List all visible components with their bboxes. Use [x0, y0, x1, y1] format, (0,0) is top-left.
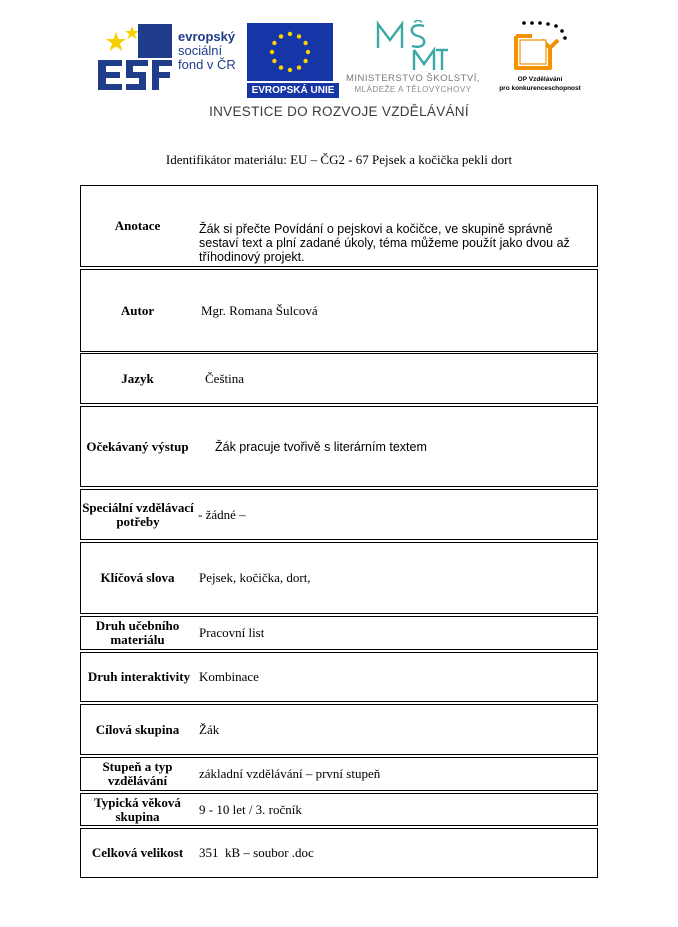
row-label: Klíčová slova — [100, 570, 175, 585]
row-label: Autor — [120, 302, 155, 318]
row-label: Druh interaktivity — [87, 669, 191, 684]
eu-label: EVROPSKÁ UNIE — [247, 83, 339, 98]
material-identifier: Identifikátor materiálu: EU – ČG2 - 67 Pejsek a kočička pekli dort — [165, 152, 513, 167]
row-value: Pracovní list — [199, 625, 265, 640]
row-value: Žák — [199, 721, 220, 737]
esf-logo — [96, 24, 241, 100]
row-label: Speciální vzdělávací potřeby — [82, 499, 194, 529]
row-value: - žádné – — [198, 506, 246, 522]
esf-text — [178, 30, 236, 72]
msmt-logo — [338, 20, 488, 98]
row-druh-materialu — [80, 616, 598, 650]
op-mark-icon — [510, 20, 568, 74]
row-cilova-skupina — [80, 704, 598, 755]
row-value: 9 - 10 let / 3. ročník — [199, 801, 302, 817]
row-stupen-typ — [80, 757, 598, 791]
eu-logo — [247, 23, 333, 98]
row-label: Očekávaný výstup — [86, 438, 189, 454]
row-klicova-slova — [80, 542, 598, 614]
esf-line-3: fond v ČR — [178, 57, 236, 72]
row-value: 351 kB – soubor .doc — [199, 845, 314, 860]
row-value: Pejsek, kočička, dort, — [199, 570, 311, 585]
row-value: Žák si přečte Povídání o pejskovi a kočičce, ve skupině správně sestaví text a plní zadané úkoly, téma můžeme použít jako dvou až tříhodinový projekt. — [199, 222, 570, 264]
row-value: Mgr. Romana Šulcová — [201, 302, 318, 318]
row-value: Kombinace — [199, 669, 259, 684]
row-anotace — [80, 185, 598, 267]
row-label: Jazyk — [121, 370, 154, 386]
row-specialni-potreby — [80, 489, 598, 540]
row-label: Anotace — [114, 218, 161, 233]
row-druh-interaktivity — [80, 652, 598, 702]
row-ocekavany-vystup — [80, 406, 598, 487]
row-value: Čeština — [205, 370, 244, 386]
row-label: Typická věková skupina — [94, 794, 181, 824]
eu-flag-icon — [247, 23, 333, 81]
op-line-1: OP Vzdělávání — [517, 76, 563, 83]
row-label: Celková velikost — [91, 845, 184, 860]
investice-heading: INVESTICE DO ROZVOJE VZDĚLÁVÁNÍ — [209, 104, 469, 119]
msmt-line-1: MINISTERSTVO ŠKOLSTVÍ, — [346, 73, 480, 84]
msmt-line-2: MLÁDEŽE A TĚLOVÝCHOVY — [354, 85, 472, 94]
row-label: Druh učebního materiálu — [95, 618, 180, 647]
row-value: Žák pracuje tvořivě s literárním textem — [215, 439, 427, 454]
esf-line-2: sociální — [178, 43, 223, 58]
op-logo — [492, 20, 588, 100]
row-autor — [80, 269, 598, 352]
row-vekova-skupina — [80, 793, 598, 826]
row-label: Stupeň a typ vzdělávání — [102, 759, 173, 788]
row-jazyk — [80, 353, 598, 404]
esf-mark-icon — [96, 24, 174, 100]
msmt-mark-icon — [374, 20, 450, 72]
row-value: základní vzdělávání – první stupeň — [199, 766, 381, 781]
row-celkova-velikost — [80, 828, 598, 878]
esf-line-1: evropský — [178, 29, 236, 44]
op-line-2: pro konkurenceschopnost — [499, 85, 581, 92]
row-label: Cílová skupina — [95, 721, 180, 737]
